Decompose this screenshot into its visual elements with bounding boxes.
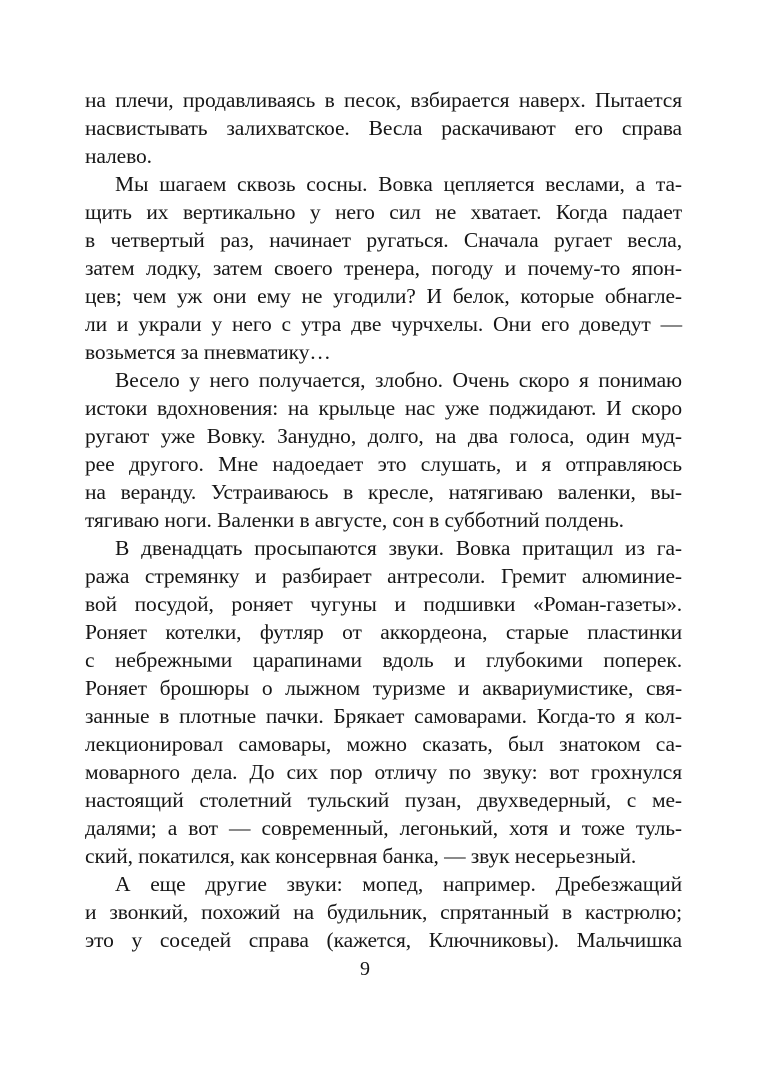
text-line: налево. — [85, 144, 152, 168]
body-text — [85, 86, 682, 954]
text-line: далями; а вот — современный, легонький, хотя и тоже туль- — [85, 816, 682, 840]
text-line: Роняет брошюры о лыжном туризме и аквариумистике, свя- — [85, 676, 682, 700]
text-line: затем лодку, затем своего тренера, погоду и почему-то япон- — [85, 256, 682, 280]
text-line: А еще другие звуки: мопед, например. Дребезжащий — [115, 872, 682, 896]
text-line: щить их вертикально у него сил не хватает. Когда падает — [85, 200, 682, 224]
text-line: и звонкий, похожий на будильник, спрятанный в кастрюлю; — [85, 900, 682, 924]
text-line: возьмется за пневматику… — [85, 340, 331, 364]
text-line: В двенадцать просыпаются звуки. Вовка притащил из га- — [115, 536, 682, 560]
text-line: истоки вдохновения: на крыльце нас уже поджидают. И скоро — [85, 396, 682, 420]
text-line: цев; чем уж они ему не угодили? И белок, которые обнагле- — [85, 284, 682, 308]
paragraph — [85, 366, 682, 534]
text-line: ский, покатился, как консервная банка, — звук несерьезный. — [85, 844, 637, 868]
text-line: рее другого. Мне надоедает это слушать, и я отправляюсь — [85, 452, 682, 476]
text-line: Роняет котелки, футляр от аккордеона, старые пластинки — [85, 620, 682, 644]
text-line: это у соседей справа (кажется, Ключниковы). Мальчишка — [85, 928, 682, 952]
paragraph — [85, 534, 682, 870]
paragraph — [85, 86, 682, 170]
text-line: лекционировал самовары, можно сказать, был знатоком са- — [85, 732, 682, 756]
text-line: на веранду. Устраиваюсь в кресле, натягиваю валенки, вы- — [85, 480, 682, 504]
paragraph — [85, 170, 682, 366]
text-line: ли и украли у него с утра две чурчхелы. Они его доведут — — [85, 312, 682, 336]
text-line: с небрежными царапинами вдоль и глубокими поперек. — [85, 648, 682, 672]
text-line: моварного дела. До сих пор отличу по звуку: вот грохнулся — [85, 760, 682, 784]
paragraph — [85, 870, 682, 954]
text-line: в четвертый раз, начинает ругаться. Сначала ругает весла, — [85, 228, 682, 252]
text-line: Весело у него получается, злобно. Очень скоро я понимаю — [115, 368, 682, 392]
text-line: на плечи, продавливаясь в песок, взбирается наверх. Пытается — [85, 88, 682, 112]
text-line: ругают уже Вовку. Занудно, долго, на два голоса, один муд- — [85, 424, 682, 448]
text-line: Мы шагаем сквозь сосны. Вовка цепляется веслами, а та- — [115, 172, 682, 196]
page-number: 9 — [360, 958, 370, 980]
text-line: тягиваю ноги. Валенки в августе, сон в субботний полдень. — [85, 508, 624, 532]
text-line: занные в плотные пачки. Брякает самоварами. Когда-то я кол- — [85, 704, 682, 728]
text-line: настоящий столетний тульский пузан, двухведерный, с ме- — [85, 788, 682, 812]
text-line: вой посудой, роняет чугуны и подшивки «Роман-газеты». — [85, 592, 682, 616]
text-line: насвистывать залихватское. Весла раскачивают его справа — [85, 116, 682, 140]
text-line: ража стремянку и разбирает антресоли. Гремит алюминие- — [85, 564, 682, 588]
